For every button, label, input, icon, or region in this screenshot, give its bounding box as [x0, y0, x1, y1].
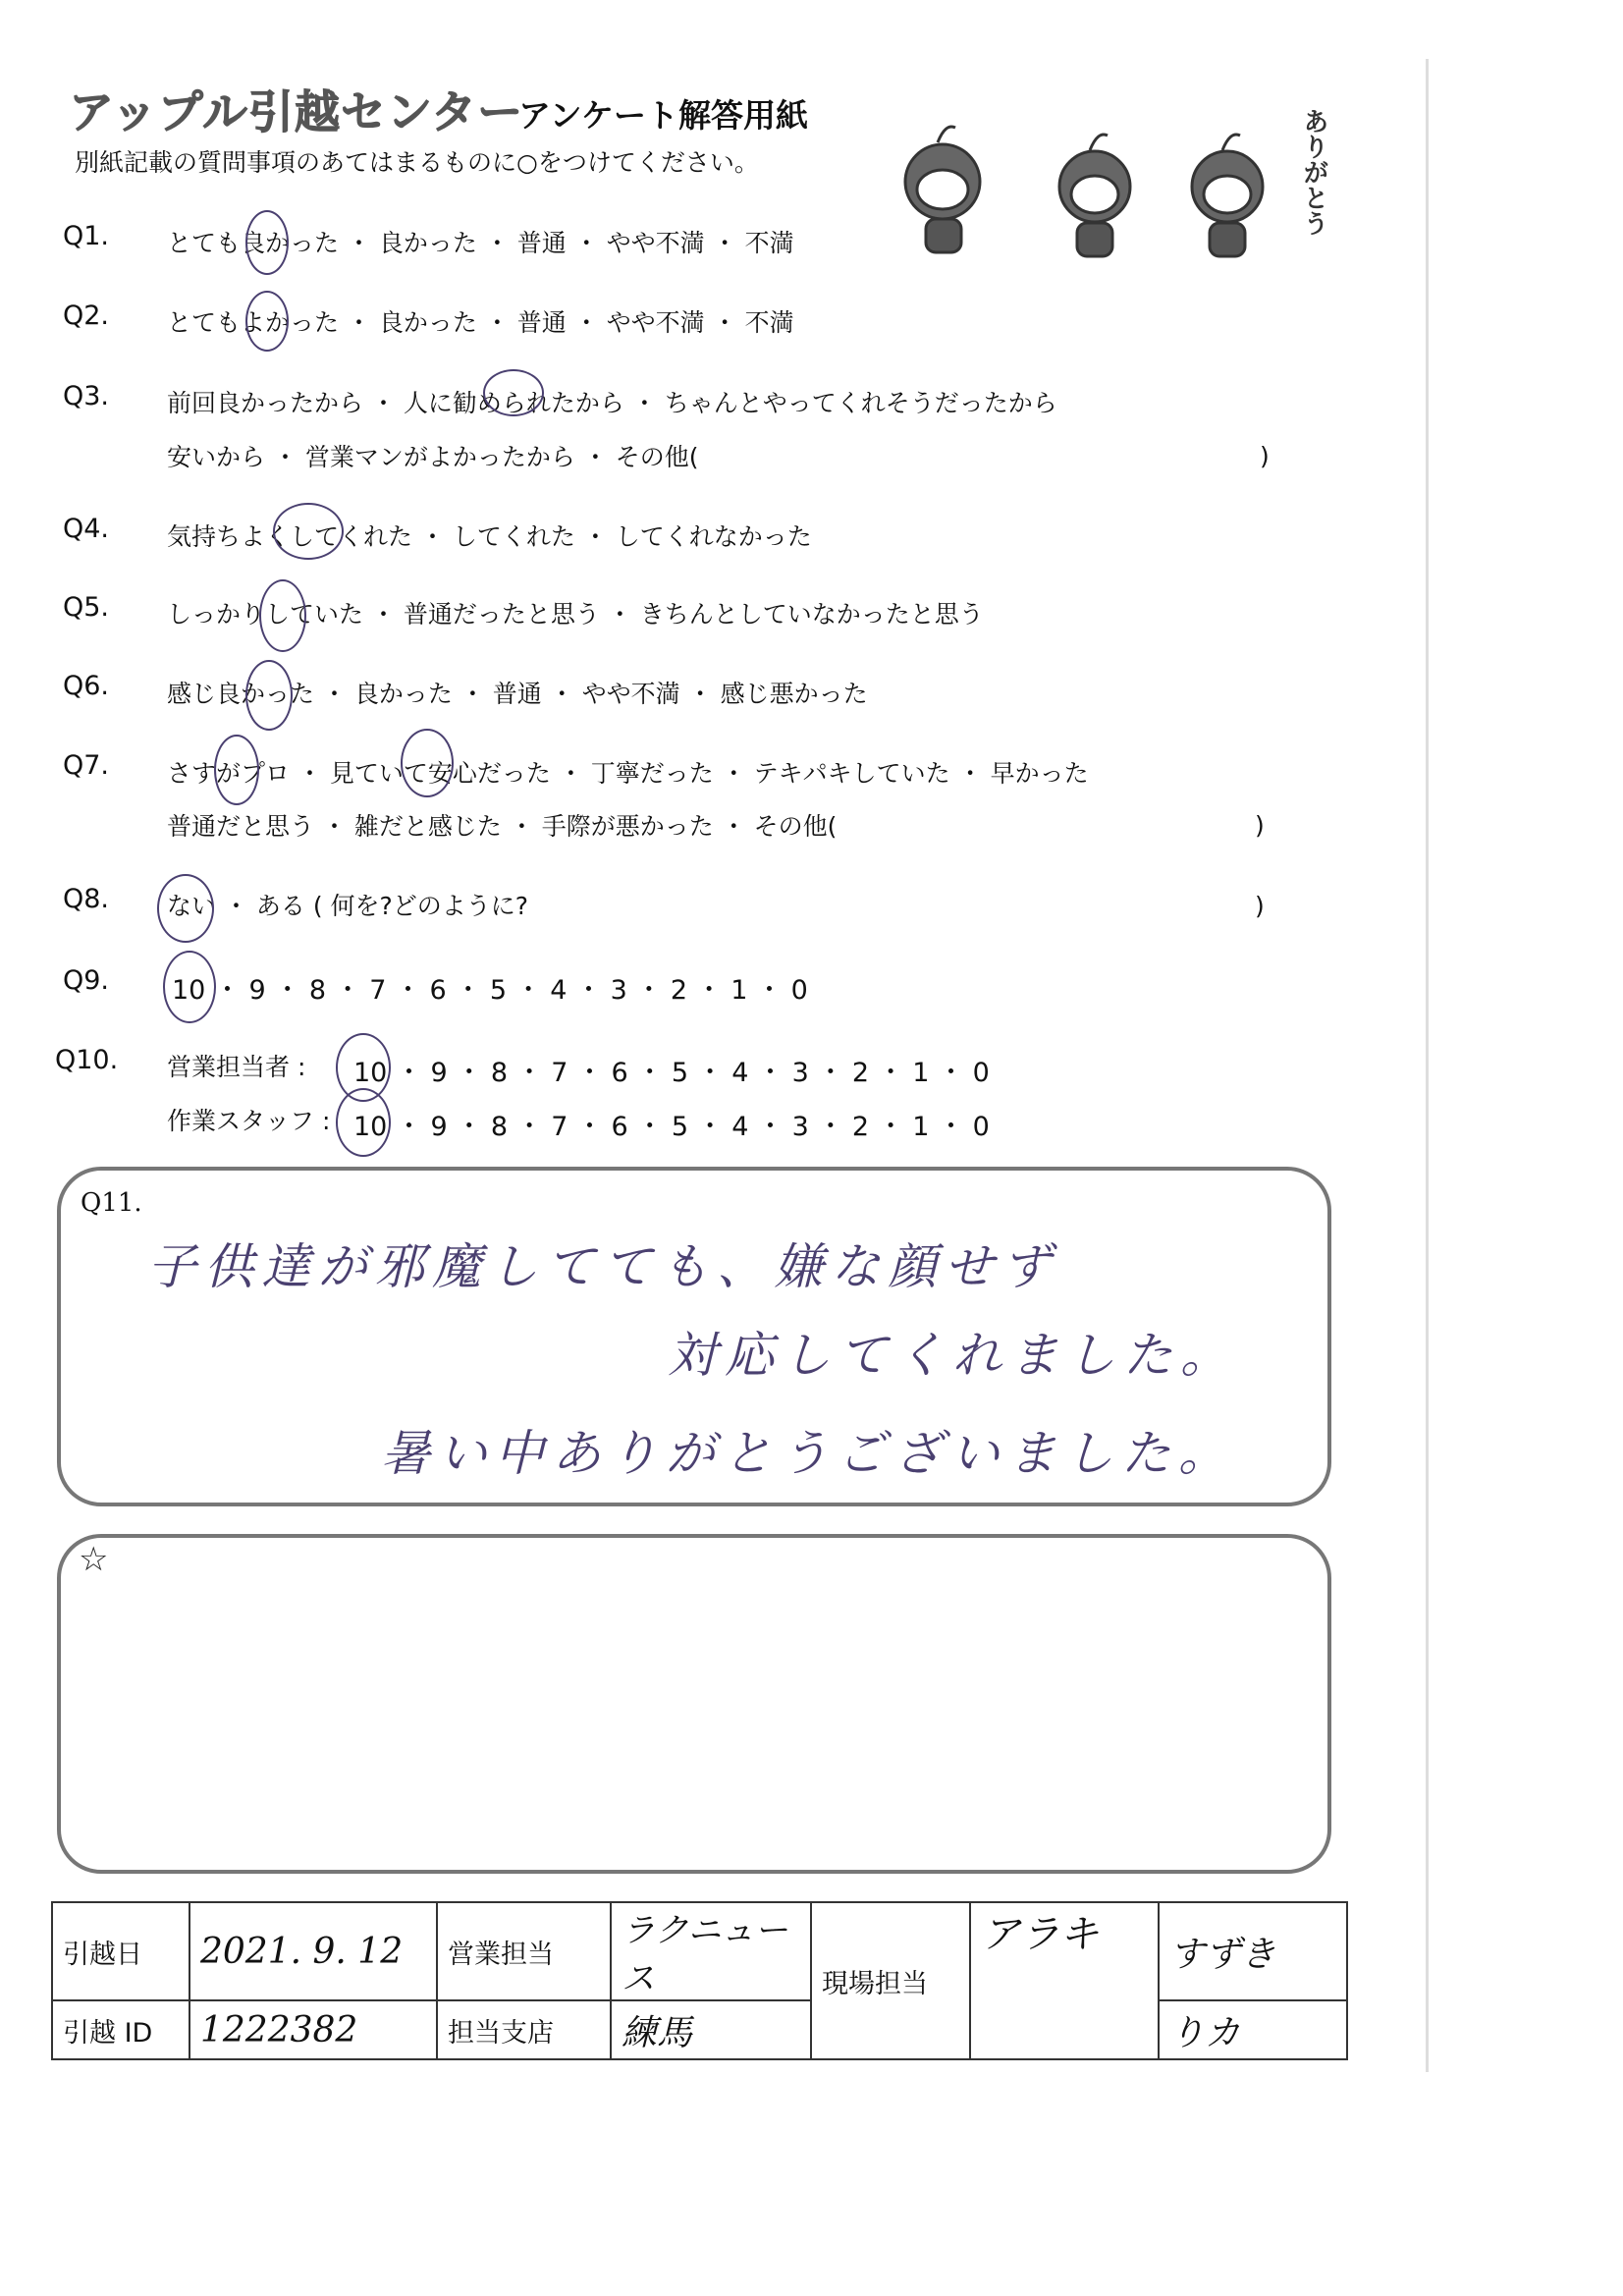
q1-answer-mark — [245, 210, 289, 275]
q5-label: Q5. — [63, 592, 110, 623]
q11-label: Q11. — [81, 1188, 142, 1218]
form-subtitle: アンケート解答用紙 — [518, 96, 809, 135]
q2-label: Q2. — [63, 301, 110, 331]
q2-answer-mark — [245, 291, 289, 352]
q3-close-paren: ) — [1260, 442, 1270, 470]
comment-box — [57, 1534, 1331, 1874]
branch-label: 担当支店 — [437, 2000, 611, 2059]
q3-answer-mark — [483, 369, 544, 416]
mascot-thanks-text: ありがとう — [1299, 108, 1328, 236]
q7-answer-mark-2 — [401, 729, 454, 797]
q8-label: Q8. — [63, 884, 110, 914]
sales-rep-value: ラクニュース — [611, 1902, 811, 2000]
site-rep-value-3: りカ — [1159, 2000, 1347, 2059]
q4-options: 気持ちよくしてくれた ・ してくれた ・ してくれなかった — [167, 522, 812, 551]
q10-sales-label: 営業担当者 : — [167, 1053, 306, 1081]
page-edge-shadow — [1426, 59, 1429, 2072]
q3-options-line2: 安いから ・ 営業マンがよかったから ・ その他( — [167, 443, 699, 471]
q9-answer-mark — [163, 951, 216, 1023]
q4-answer-mark — [273, 503, 344, 560]
q11-answer-line3: 暑い中ありがとうございました。 — [381, 1425, 1235, 1482]
q2-options: とてもよかった ・ 良かった ・ 普通 ・ やや不満 ・ 不満 — [167, 308, 794, 337]
site-rep-label: 現場担当 — [811, 1902, 970, 2059]
q7-options-line1: さすがプロ ・ 見ていて安心だった ・ 丁寧だった ・ テキパキしていた ・ 早かった — [167, 759, 1089, 788]
q10-staff-label: 作業スタッフ : — [167, 1107, 331, 1135]
q7-close-paren: ) — [1255, 811, 1265, 840]
company-title: アップル引越センター — [69, 85, 524, 138]
instructions: 別紙記載の質問事項のあてはまるものに○をつけてください。 — [75, 148, 759, 177]
move-date-value: 2021. 9. 12 — [189, 1902, 437, 2000]
monkey-mascot-illustration — [889, 103, 1321, 270]
q6-answer-mark — [245, 660, 293, 731]
q6-label: Q6. — [63, 671, 110, 701]
q11-answer-line2: 対応してくれました。 — [668, 1327, 1237, 1384]
q7-answer-mark-1 — [214, 735, 259, 805]
move-id-value: 1222382 — [189, 2000, 437, 2059]
q9-label: Q9. — [63, 965, 110, 996]
q8-answer-mark — [157, 874, 214, 943]
q10-staff-scale: 10 ・ 9 ・ 8 ・ 7 ・ 6 ・ 5 ・ 4 ・ 3 ・ 2 ・ 1 ・ 0 — [353, 1112, 990, 1142]
move-id-label: 引越 ID — [52, 2000, 189, 2059]
branch-value: 練馬 — [611, 2000, 811, 2059]
q1-options: とても良かった ・ 良かった ・ 普通 ・ やや不満 ・ 不満 — [167, 229, 794, 257]
q7-options-line2: 普通だと思う ・ 雑だと感じた ・ 手際が悪かった ・ その他( — [167, 812, 838, 841]
site-rep-value-2: すずき — [1159, 1902, 1347, 2000]
q3-label: Q3. — [63, 381, 110, 411]
q7-label: Q7. — [63, 750, 110, 781]
move-info-table — [51, 1901, 1348, 2060]
q8-options: ない ・ ある ( 何を?どのように? — [167, 892, 529, 920]
q11-answer-line1: 子供達が邪魔してても、嫌な顔せず — [147, 1238, 1058, 1295]
q5-options: しっかりしていた ・ 普通だったと思う ・ きちんとしていなかったと思う — [167, 600, 984, 629]
q6-options: 感じ良かった ・ 良かった ・ 普通 ・ やや不満 ・ 感じ悪かった — [167, 680, 868, 708]
site-rep-value-1: アラキ — [970, 1902, 1159, 2059]
q3-options-line1: 前回良かったから ・ 人に勧められたから ・ ちゃんとやってくれそうだったから — [167, 389, 1057, 417]
q5-answer-mark — [259, 579, 306, 652]
move-date-label: 引越日 — [52, 1902, 189, 2000]
q10-label: Q10. — [55, 1045, 119, 1075]
q8-close-paren: ) — [1255, 892, 1265, 920]
q10-staff-answer-mark — [336, 1088, 391, 1157]
q9-scale: 10 ・ 9 ・ 8 ・ 7 ・ 6 ・ 5 ・ 4 ・ 3 ・ 2 ・ 1 ・ 0 — [172, 975, 808, 1006]
q10-sales-scale: 10 ・ 9 ・ 8 ・ 7 ・ 6 ・ 5 ・ 4 ・ 3 ・ 2 ・ 1 ・ 0 — [353, 1058, 990, 1088]
sales-rep-label: 営業担当 — [437, 1902, 611, 2000]
q4-label: Q4. — [63, 514, 110, 544]
q1-label: Q1. — [63, 221, 110, 251]
star-icon: ☆ — [79, 1540, 109, 1579]
